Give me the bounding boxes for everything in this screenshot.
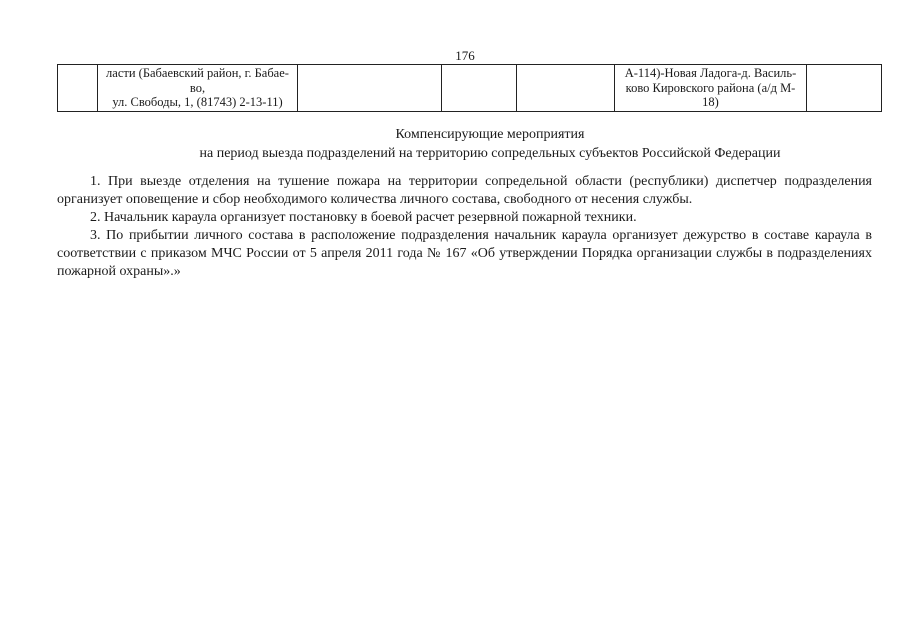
table-cell-route: А-114)-Новая Ладога-д. Василь- ково Кировского района (а/д М- 18) [615,65,807,112]
table-cell-empty [517,65,615,112]
table-cell-empty [298,65,442,112]
paragraph-1: 1. При выезде отделения на тушение пожара на территории сопредельной области (республики) диспетчер подразделения организует оповещение и сбор необходимого количества личного состава, свободного от несения службы. [57,174,872,207]
page-number: 176 [455,48,475,63]
table-cell-number [58,65,98,112]
body-text [57,173,872,281]
section-subtitle: на период выезда подразделений на территорию сопредельных субъектов Российской Федерации [199,146,781,161]
paragraph-3: 3. По прибытии личного состава в расположение подразделения начальник караула организует дежурство в составе караула в соответствии с приказом МЧС России от 5 апреля 2011 года № 167 «Об утверждении Порядка организации службы в подразделениях пожарной охраны».» [57,228,872,279]
paragraph-2: 2. Начальник караула организует постановку в боевой расчет резервной пожарной техники. [90,210,637,225]
table-cell-empty [442,65,517,112]
section-title: Компенсирующие мероприятия [395,127,585,142]
table-row [58,65,882,112]
table-cell-address: ласти (Бабаевский район, г. Бабае- во, ул. Свободы, 1, (81743) 2-13-11) [98,65,298,112]
continuation-table [57,64,882,112]
table-cell-empty [807,65,882,112]
